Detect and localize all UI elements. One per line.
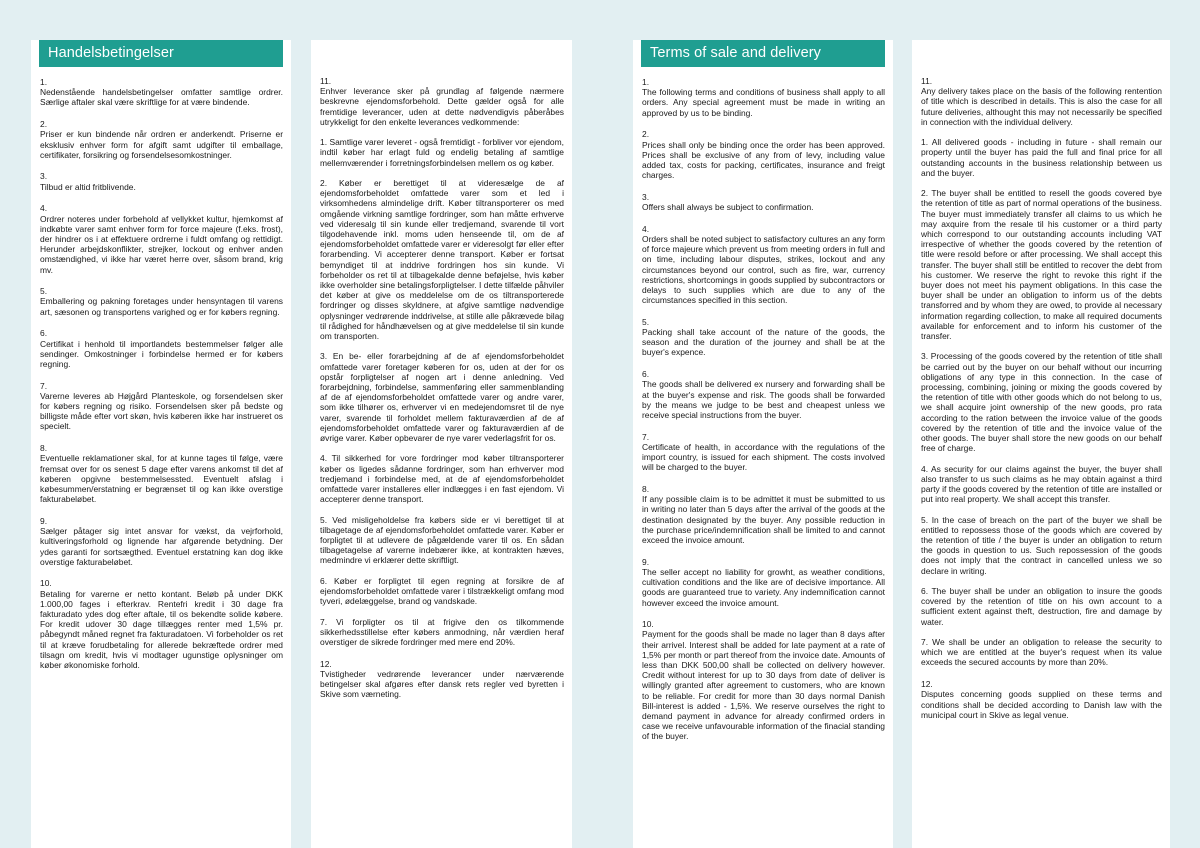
term-section	[40, 286, 283, 317]
section-text: Payment for the goods shall be made no lager than 8 days after their arrivel. Interest shall be added for late payment at a rate of 1,5% per month or part thereof from the invoice date. Amounts of less than DKK 500,00 shall be collected on delivery however. Credit without interest for up to 30 days from date of deliver is willingly granted after agreement to customers, who are known to be reliable. For credit for more than 30 days normal Danish Bill-interest is added - 1,5%. We reserve ourselves the right to demand payment in advance for already confirmed orders in case we receive unfavourable information of the finacial standing of the buyer.	[642, 629, 885, 742]
english-terms-column-1	[633, 40, 893, 848]
term-section	[921, 679, 1162, 720]
section-text: Prices shall only be binding once the order has been approved. Prices shall be exclusive of any from of levy, including value added tax, costs for packing, certificates, insurance and freigt charges.	[642, 139, 885, 181]
term-section	[642, 224, 885, 306]
section-number: 5.	[642, 316, 650, 327]
section-text: Priser er kun bindende når ordren er anderkendt. Priserne er eksklusiv enhver form for afgift samt udgifter til emballage, certifikater, forsikring og forsendelsesomkostninger.	[40, 129, 283, 160]
danish-terms-column-2	[311, 40, 572, 848]
section-number: 11.	[320, 76, 332, 86]
section-text: The seller accept no liability for growht, as weather conditions, cultivation conditions and the like are of decisive importance. All goods are guaranteed true to variety. Any indemnification cannot however exceed the invoice amount.	[642, 566, 885, 608]
term-section	[642, 369, 885, 420]
section-text: Ordrer noteres under forbehold af vellykket kultur, hjemkomst af indkøbte varer samt enhver form for force majeure (f.eks. frost), der hindrer os i at effektuere ordrerne i fuldt omfang og rettidigt. Herunder arbejdskonflikter, strejker, lockout og enhver anden omstændighed, vi ikke har været herre over, såsom brand, krig mv.	[40, 213, 283, 275]
danish-sections	[31, 67, 291, 670]
section-paragraph: Any delivery takes place on the basis of the following rentention of title which is described in details. This is also the case for all future deliveries, althought this may not necessarily be specified in connection with the individual delivery.	[921, 86, 1162, 127]
section-text: The following terms and conditions of business shall apply to all orders. Any special agreement must be made in writing an approved by us to be binding.	[642, 87, 885, 118]
section-number: 6.	[642, 369, 650, 380]
section-text: Offers shall always be subject to confirmation.	[642, 202, 814, 213]
section-number: 4.	[40, 203, 48, 214]
section-number: 10.	[642, 619, 654, 630]
term-section	[320, 659, 564, 700]
section-number: 3.	[40, 171, 48, 182]
section-text: Varerne leveres ab Højgård Planteskole, og forsendelsen sker for købers regning og risiko. Forsendelsen sker på bedste og billigste måde efter vort skøn, hvis køberen ikke har instrueret os specielt.	[40, 390, 283, 432]
danish-retention-sections	[311, 40, 572, 700]
term-section	[40, 578, 283, 670]
section-paragraph: 4. Til sikkerhed for vore fordringer mod køber tiltransporterer køber os ligedes sådanne fordringer, som han erhverver mod tredjemand i forbindelse med, at de af ejendomsforbeholdet omfattede varer installeres eller indlægges i en fast ejendom. Vi accepterer denne transport.	[320, 453, 564, 505]
section-paragraph: 5. In the case of breach on the part of the buyer we shall be entitled to repossess those of the goods which are covered by the retention of title / the buyer is under an obligation to return the goods in question to us. Such repossession of the goods does not imply that the contract in cancelled unless we so declare in writing.	[921, 514, 1162, 576]
section-text: Sælger påtager sig intet ansvar for vækst, da vejrforhold, kultiveringsforhold og lignende har afgørende betydning. Der ydes garanti for sortsægthed. Eventuel erstatning kan dog ikke overstige fakturabeløbet.	[40, 526, 283, 567]
term-section	[40, 171, 283, 191]
term-section	[642, 129, 885, 180]
section-text: Eventuelle reklamationer skal, for at kunne tages til følge, være fremsat over for os senest 5 dage efter varens ankomst til det af køberen opgivne bestemmelsessted. Eventuelt afslag i købesummen/erstatning er begrænset til og kan ikke overstige fakturabeløbet.	[40, 453, 283, 505]
term-section	[320, 76, 564, 647]
english-retention-sections	[912, 40, 1170, 720]
section-paragraph: Enhver leverance sker på grundlag af følgende nærmere beskrevne ejendomsforbehold. Dette gælder også for alle fremtidige leverancer, uden at dette nødvendigvis påberåbes utrykkeligt for den enkelte leverances vedkommende:	[320, 86, 564, 127]
section-number: 7.	[40, 380, 48, 391]
section-paragraph: 4. As security for our claims against the buyer, the buyer shall also transfer to us such claims as he may obtain against a third party if the goods covered by the retention of title are installed or put into real property. We shall accept this transfer.	[921, 463, 1162, 505]
term-section	[921, 76, 1162, 668]
section-number: 7.	[642, 431, 650, 442]
term-section	[642, 432, 885, 473]
section-text: Orders shall be noted subject to satisfactory cultures an any form of force majeure which prevent us from meeting orders in full and on time, including labour disputes, strikes, lockout and any circumstances beyond our control, such as fire, war, currency restrictions, shortcomings in goods supplied by subcontractors or delays to such supplies which are due to any of the circumstances specified in this section.	[642, 233, 885, 306]
section-paragraph: 1. All delivered goods - including in future - shall remain our property until the buyer has paid the full and final price for all outstanding accounts in the business relationship between us and the buyer.	[921, 137, 1162, 178]
term-section	[642, 619, 885, 741]
english-title-banner: Terms of sale and delivery	[641, 40, 885, 67]
section-number: 2.	[642, 129, 650, 140]
term-section	[40, 328, 283, 369]
section-number: 9.	[642, 556, 650, 567]
english-sections	[633, 67, 893, 742]
term-section	[40, 77, 283, 108]
section-text: Disputes concerning goods supplied on these terms and conditions shall be decided according to Danish law with the municipal court in Skive as legal venue.	[921, 689, 1162, 720]
section-number: 9.	[40, 515, 48, 526]
section-number: 2.	[40, 119, 48, 130]
section-paragraph: 3. Processing of the goods covered by the retention of title shall be carried out by the buyer on our behalf without our incurring obligations of any type in this connection. In the case of processing, combining, joining or mixing the goods covered by the retention of title with other goods which do not belong to us, we shall acquire joint ownership of the new goods, pro rata according to the ration between the invoice value of the goods covered by the retention of title and the invoice value of the other goods. The buyer shall store the new goods on our behalf free of charge.	[921, 351, 1162, 454]
term-section	[642, 557, 885, 608]
term-section	[642, 192, 885, 212]
section-text: Certifikat i henhold til importlandets bestemmelser følger alle sendinger. Omkostninger i forbindelse hermed er for købers regning.	[40, 338, 283, 369]
section-text: Betaling for varerne er netto kontant. Beløb på under DKK 1.000,00 fages i efterkrav. Rentefri kredit i 30 dage fra fakturadato ydes dog efter aftale, til os bekendte solide købere. For kredit udover 30 dage tillægges renter med 1,5% pr. påbegyndt måned regnet fra fakturadatoen. Vi forbeholder os ret til at kræve forudbetaling for allerede bekræftede ordrer med tilsagn om kredit, hvis vi modtager ugunstige oplysninger om køber økonomiske forhold.	[40, 588, 283, 671]
section-paragraph: 5. Ved misligeholdelse fra købers side er vi berettiget til at tilbagetage de af ejendomsforbeholdet omfattede varer. Køber er forpligtet til at udlevere de pågældende varer til os. En sådan tilbagetagelse af varerne indebærer ikke, at kontrakten hæves, medmindre vi erklærer dette skriftligt.	[320, 514, 564, 566]
section-text: Tilbud er altid fritblivende.	[40, 181, 136, 192]
danish-terms-column-1	[31, 40, 291, 848]
section-paragraph: 6. Køber er forpligtet til egen regning at forsikre de af ejendomsforbeholdet omfattede varer i tilstrækkeligt omfang mod tyveri, ødelæggelse, brand og vandskade.	[320, 575, 564, 607]
section-number: 12.	[320, 658, 332, 669]
section-number: 5.	[40, 286, 48, 297]
term-section	[642, 317, 885, 358]
section-number: 4.	[642, 223, 650, 234]
danish-title-banner: Handelsbetingelser	[39, 40, 283, 67]
section-number: 8.	[642, 484, 650, 494]
term-section	[40, 203, 283, 274]
section-paragraph: 7. Vi forpligter os til at frigive den os tilkommende sikkerhedsstillelse efter købers anmodning, når værdien heraf overstiger de sikrede fordringer med mere end 20%.	[320, 616, 564, 648]
section-paragraph: 7. We shall be under an obligation to release the security to which we are entitled at the buyer's request when its value exceeds the secured accounts by more than 20%.	[921, 637, 1162, 668]
section-number: 1.	[642, 77, 650, 87]
term-section	[642, 77, 885, 118]
term-section	[40, 119, 283, 160]
section-paragraph: 2. Køber er berettiget til at videresælge de af ejendomsforbeholdet omfattede varer som et led i virksomhedens almindelige drift. Køber tiltransporterer os med omgående virkning samtlige fordringer, som han måtte erhverve ved videresalg til sin kunde eller tredjemand, svarende til vort tilgodehavende inkl. moms uden henseende til, om de af ejendomsforbeholdet omfattede varer er videresolgt før eller efter forarbending. Vi accepterer denne transport. Køber er fortsat bemyndiget til at inddrive fordringen hos sin kunde. Vi forbeholder os ret til at tilbagekalde denne beføjelse, hvis køber ikke overholder sine betalingsforpligtelser. I dette tilfælde påhviler det køber at give os meddelelse om de os tiltransporterede fordringer og disses skyldnere, at afgive samtlige nødvendige oplysninger vedrørende inddrivelse, at stille alle påkrævede bilag til rådighed for håndhævelsen og at give meddelelse til sin kunde om transporten.	[320, 178, 564, 342]
section-number: 3.	[642, 191, 650, 202]
section-text: The goods shall be delivered ex nursery and forwarding shall be at the buyer's expense and risk. The goods shall be forwarded by the means we judge to be best and cheapest unless we receive special instructions from the buyer.	[642, 379, 885, 420]
english-terms-column-2	[912, 40, 1170, 848]
term-section	[642, 484, 885, 545]
section-number: 11.	[921, 76, 933, 86]
section-number: 6.	[40, 328, 48, 339]
section-text: If any possible claim is to be admittet it must be submitted to us in writing no later than 5 days after the arrival of the goods at the destination designated by the buyer. Any possible reduction in the purchase price/indemnification shall be limited to and cannot exceed the invoice amount.	[642, 494, 885, 546]
section-number: 10.	[40, 578, 52, 589]
section-number: 8.	[40, 443, 48, 454]
term-section	[40, 443, 283, 504]
section-number: 12.	[921, 679, 933, 690]
section-paragraph: 1. Samtlige varer leveret - også fremtidigt - forbliver vor ejendom, indtil køber har erlagt fuld og endelig betaling af samtlige mellemværender i forretningsforbindelsen mellem os og køber.	[320, 137, 564, 168]
section-paragraph: 3. En be- eller forarbejdning af de af ejendomsforbeholdet omfattede varer foretager køberen for os, uden at der for os opstår forpligtelser af nogen art i denne anledning. Ved forarbejdning, forbindelse, sammenføring eller sammenblanding af de af ejendomsforbeholdet omfattede varer og andre varer, som ikke tilhører os, erhverver vi en medejendomsret til de nye varer, svarende til forholdet mellem fakturaværdien af de af ejendomsforbeholdet omfattede varer og fakturaværdien af de øvrige varer. Køber opbevarer de nye varer vederlagsfrit for os.	[320, 351, 564, 444]
section-text: Emballering og pakning foretages under hensyntagen til varens art, sæsonen og transportens varighed og er for købers regning.	[40, 296, 283, 317]
section-text: Tvistigheder vedrørende leverancer under nærværende betingelser skal afgøres efter dansk rets regler ved byretten i Skive som værneting.	[320, 668, 564, 700]
term-section	[40, 381, 283, 432]
section-paragraph: 2. The buyer shall be entitled to resell the goods covered bye the retention of title as part of normal operations of the business. The buyer must immediately transfer all claims to us which he may axquire from the resale til his customer or a third party which correspond to our outstanding accounts including VAT irrespective of whether the goods covered by the retention of title were resold before or after processing. We shall accept this transfer. The buyer shall still be entitled to recover the debt from his customer. We reserve the right to revoke this right if the buyer does not meet his payment obligations. In this case the buyer shall be under an obligation to inform us of the debts transforred and by whom they are owed, to provide al necessary information regarding collection, to make all required documents available for enforcement and to inform his customer of the transfer.	[921, 188, 1162, 342]
term-section	[40, 516, 283, 567]
section-text: Packing shall take account of the nature of the goods, the season and the duration of the journey and shall be at the buyer's expence.	[642, 327, 885, 358]
section-text: Nedenstående handelsbetingelser omfatter samtlige ordrer. Særlige aftaler skal være skriftlige for at være bindende.	[40, 87, 283, 108]
section-number: 1.	[40, 77, 48, 87]
section-paragraph: 6. The buyer shall be under an obligation to insure the goods covered by the retention of title on his own account to a sufficient extent against theft, destruction, fire and damage by water.	[921, 586, 1162, 627]
section-text: Certificate of health, in accordance with the regulations of the import country, is issued for each shipment. The costs involved will be charged to the buyer.	[642, 441, 885, 473]
